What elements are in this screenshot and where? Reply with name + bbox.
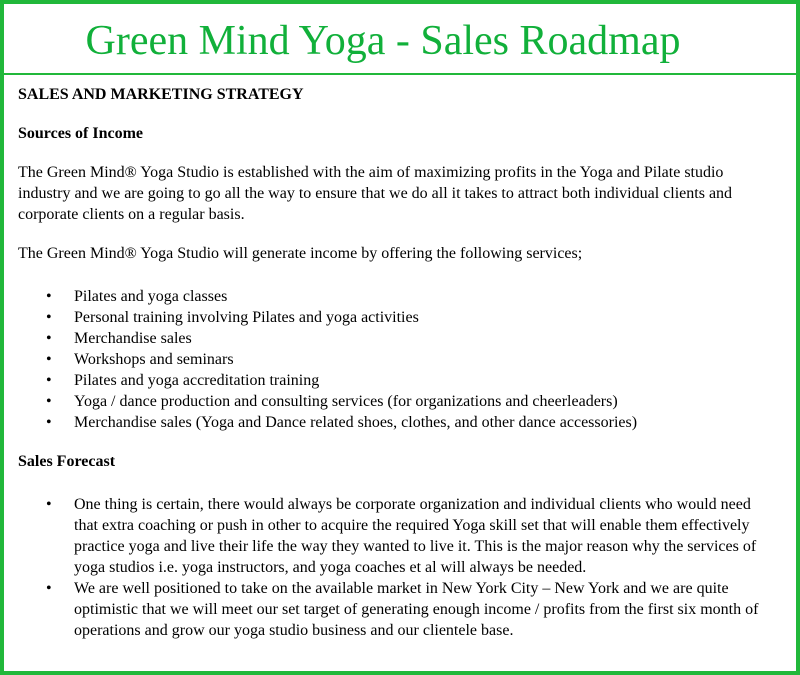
list-item bbox=[18, 370, 778, 391]
bullet-icon: • bbox=[46, 330, 52, 347]
list-item-text: Merchandise sales bbox=[74, 330, 192, 347]
list-item bbox=[18, 578, 778, 641]
list-item bbox=[18, 328, 778, 349]
forecast-list bbox=[18, 494, 778, 641]
list-item-text: One thing is certain, there would always be corporate organization and individual clients who would need that extra coaching or push in other to acquire the required Yoga skill set that will enable them effectively practice yoga and live their life the way they wanted to live it. This is the major reason why the services of yoga studios i.e. yoga instructors, and yoga coaches et al will always be needed. bbox=[74, 496, 757, 576]
list-item bbox=[18, 307, 778, 328]
bullet-icon: • bbox=[46, 414, 52, 431]
sources-paragraph-2: The Green Mind® Yoga Studio will generate income by offering the following services; bbox=[18, 245, 583, 262]
section-heading: SALES AND MARKETING STRATEGY bbox=[18, 86, 304, 103]
list-item-text: Pilates and yoga accreditation training bbox=[74, 372, 320, 389]
list-item-text: Yoga / dance production and consulting services (for organizations and cheerleaders) bbox=[74, 393, 618, 410]
bullet-icon: • bbox=[46, 372, 52, 389]
bullet-icon: • bbox=[46, 580, 52, 597]
sources-paragraph-1: The Green Mind® Yoga Studio is established with the aim of maximizing profits in the Yoga and Pilate studio industry and we are going to go all the way to ensure that we do all it takes to attract both individual clients and corporate clients on a regular basis. bbox=[18, 164, 733, 223]
list-item-text: Pilates and yoga classes bbox=[74, 288, 228, 305]
list-item-text: Merchandise sales (Yoga and Dance related shoes, clothes, and other dance accessories) bbox=[74, 414, 638, 431]
list-item bbox=[18, 391, 778, 412]
list-item-text: Workshops and seminars bbox=[74, 351, 234, 368]
bullet-icon: • bbox=[46, 288, 52, 305]
bullet-icon: • bbox=[46, 393, 52, 410]
bullet-icon: • bbox=[46, 309, 52, 326]
list-item bbox=[18, 412, 778, 433]
list-item bbox=[18, 494, 778, 578]
bullet-icon: • bbox=[46, 351, 52, 368]
list-item-text: We are well positioned to take on the available market in New York City – New York and we are quite optimistic that we will meet our set target of generating enough income / profits from the first six month of operations and grow our yoga studio business and our clientele base. bbox=[74, 580, 759, 639]
services-list bbox=[18, 286, 778, 433]
bullet-icon: • bbox=[46, 496, 52, 513]
title-divider bbox=[4, 73, 796, 75]
sources-heading: Sources of Income bbox=[18, 125, 144, 142]
forecast-heading: Sales Forecast bbox=[18, 453, 116, 470]
page-title: Green Mind Yoga - Sales Roadmap bbox=[85, 18, 681, 64]
document-body bbox=[18, 84, 778, 641]
list-item-text: Personal training involving Pilates and yoga activities bbox=[74, 309, 419, 326]
list-item bbox=[18, 349, 778, 370]
list-item bbox=[18, 286, 778, 307]
